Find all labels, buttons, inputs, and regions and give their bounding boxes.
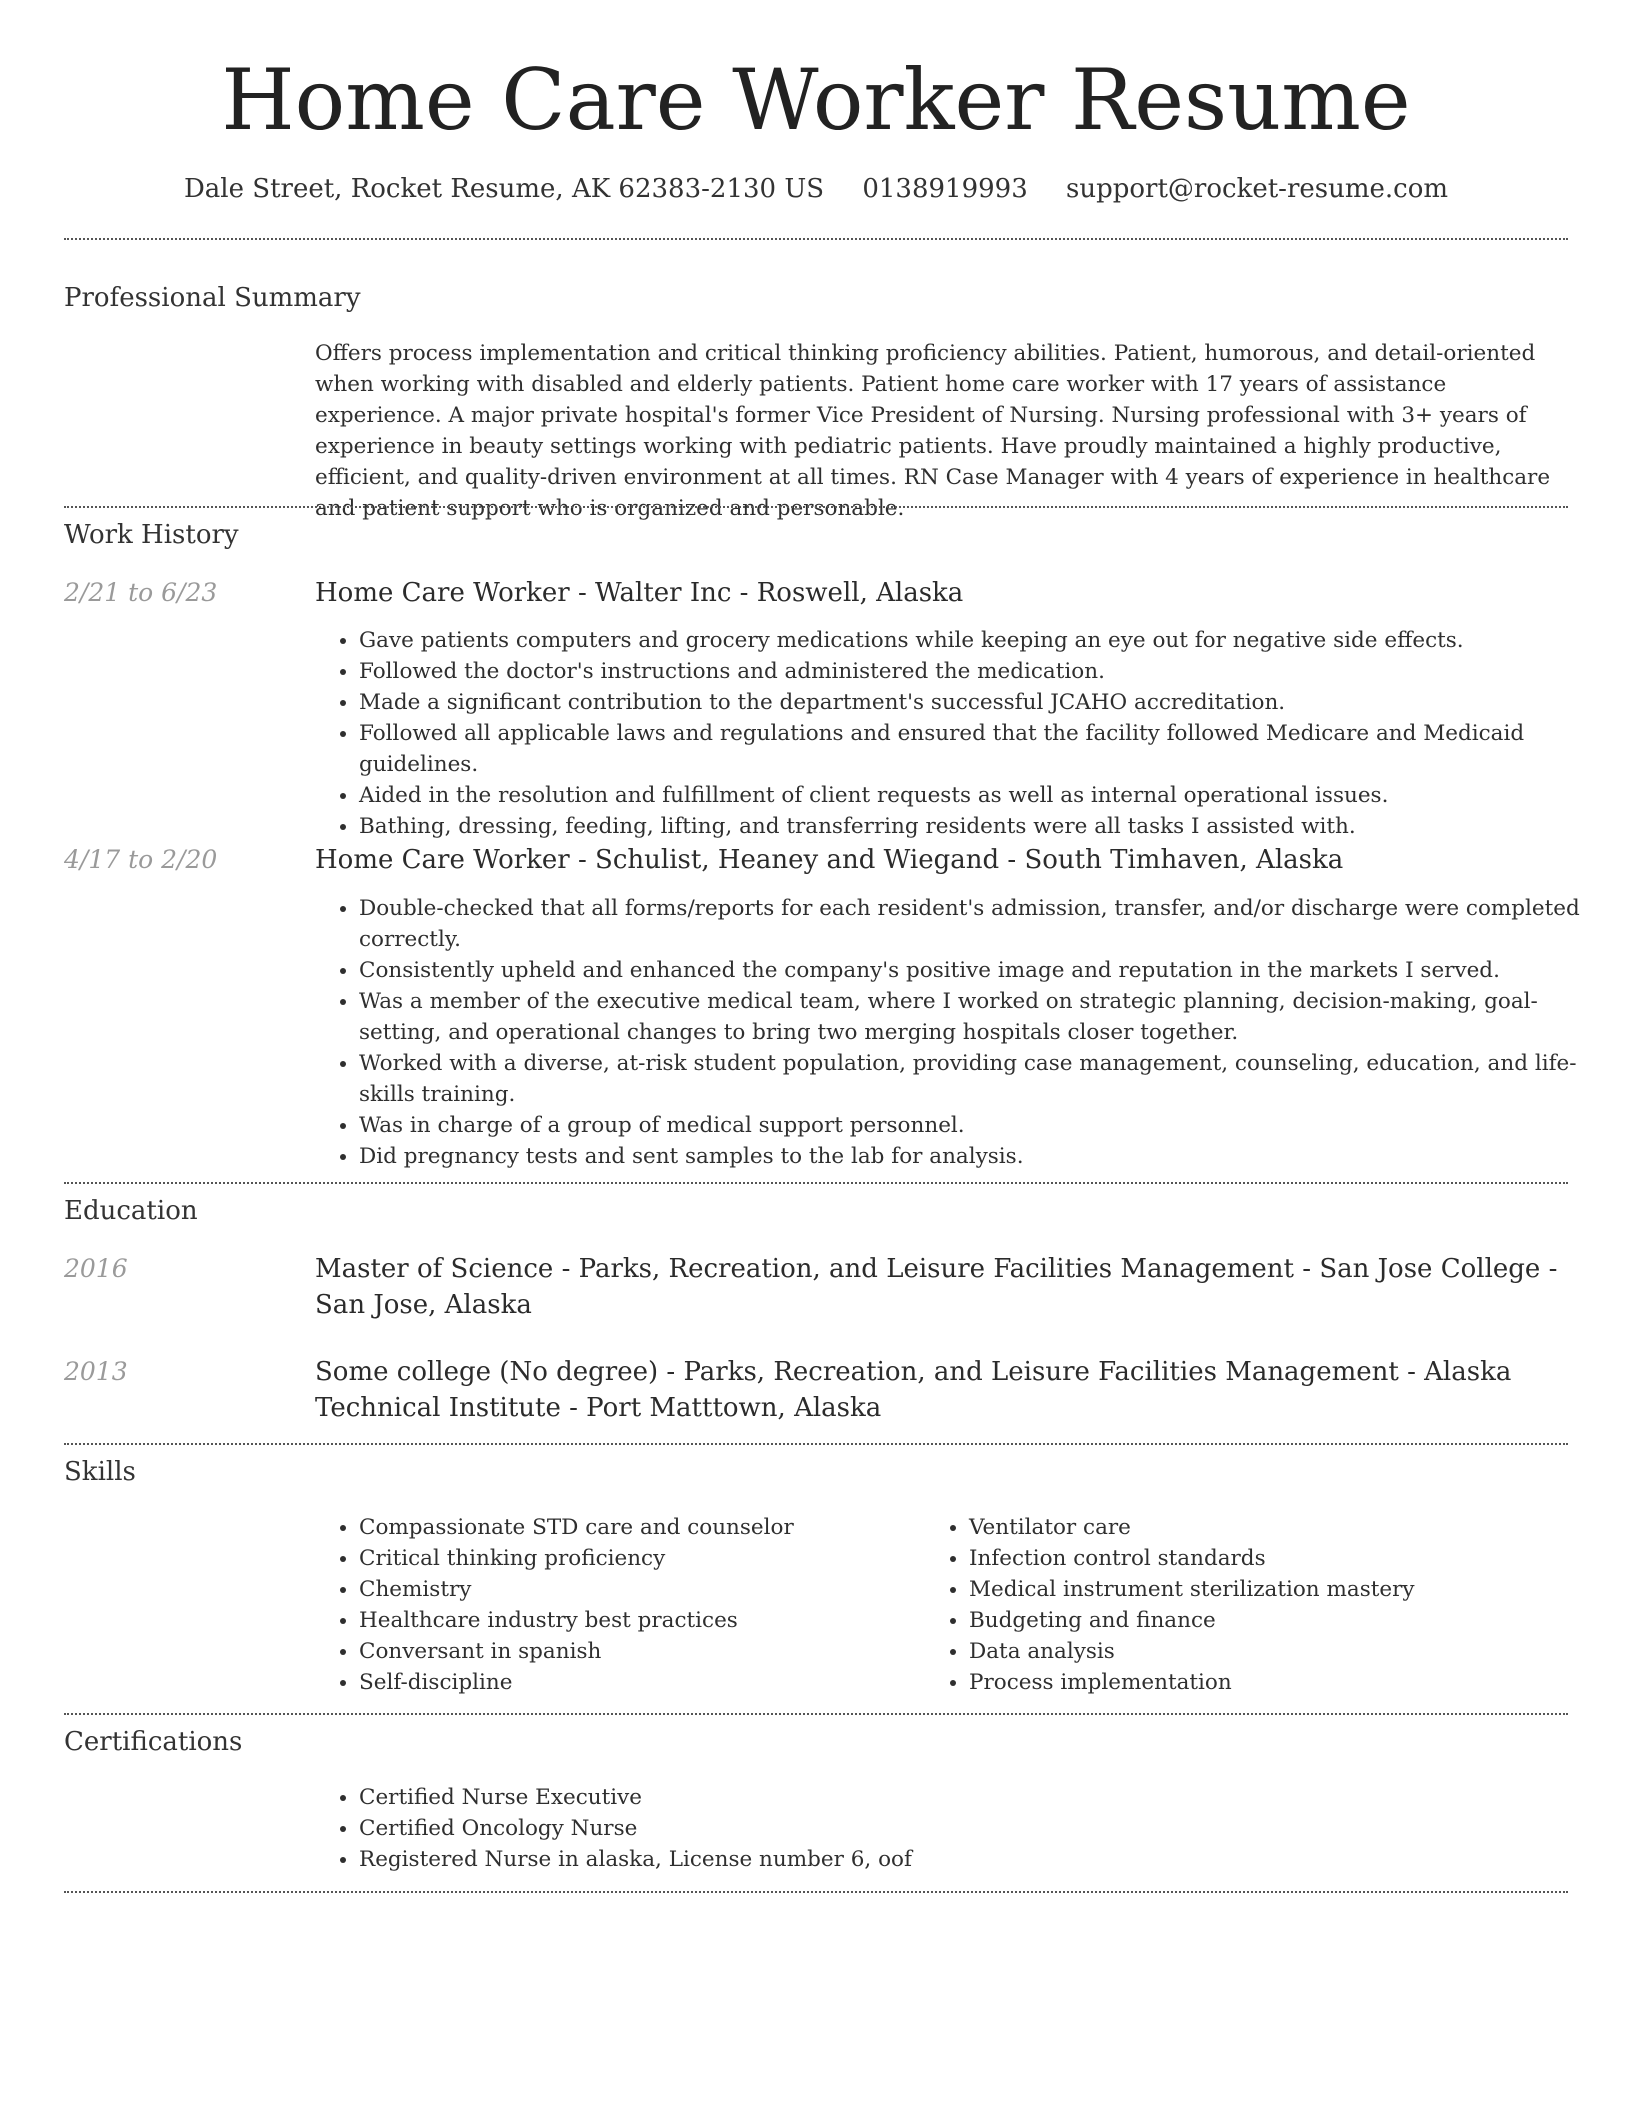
job-title: Home Care Worker - Schulist, Heaney and Wiegand - South Timhaven, Alaska [315, 845, 1344, 875]
list-item: • Gave patients computers and grocery medications while keeping an eye out for negative side effects. [359, 625, 1614, 656]
list-item: • Made a significant contribution to the department's successful JCAHO accreditation. [359, 687, 1614, 718]
skills-list-left [315, 1512, 959, 1698]
job-bullets [315, 893, 1614, 1172]
resume-title: Home Care Worker Resume [221, 51, 1411, 149]
phone: 0138919993 [862, 174, 1028, 204]
education-entry [315, 1354, 1570, 1426]
skill-item: • Medical instrument sterilization mastery [969, 1574, 1609, 1605]
skill-item: • Process implementation [969, 1667, 1609, 1698]
job-dates: 4/17 to 2/20 [64, 845, 218, 874]
job-dates: 2/21 to 6/23 [64, 578, 218, 607]
list-item: • Bathing, dressing, feeding, lifting, and transferring residents were all tasks I assisted with. [359, 811, 1614, 842]
list-item: • Was in charge of a group of medical support personnel. [359, 1110, 1614, 1141]
education-entry [315, 1251, 1570, 1323]
list-item: • Aided in the resolution and fulfillment of client requests as well as internal operational issues. [359, 780, 1614, 811]
email: support@rocket-resume.com [1066, 174, 1449, 204]
education-year: 2016 [64, 1254, 128, 1283]
degree: Master of Science - Parks, Recreation, and Leisure Facilities Management [315, 1254, 1294, 1284]
certification-item: • Certified Oncology Nurse [359, 1813, 1614, 1844]
skill-item: • Ventilator care [969, 1512, 1609, 1543]
skill-item: • Infection control standards [969, 1543, 1609, 1574]
skill-item: • Budgeting and finance [969, 1605, 1609, 1636]
school: - San Jose College - San Jose, Alaska [315, 1254, 1558, 1320]
certification-item: • Registered Nurse in alaska, License number 6, oof [359, 1844, 1614, 1875]
list-item: • Double-checked that all forms/reports for each resident's admission, transfer, and/or discharge were completed correctly. [359, 893, 1614, 955]
education-year: 2013 [64, 1357, 128, 1386]
section-heading-education: Education [64, 1196, 198, 1226]
divider [64, 506, 1568, 508]
divider [64, 1713, 1568, 1715]
list-item: • Worked with a diverse, at-risk student population, providing case management, counseling, education, and life-skills training. [359, 1048, 1614, 1110]
divider [64, 1443, 1568, 1445]
divider [64, 1891, 1568, 1893]
job-bullets [315, 625, 1614, 842]
skills-list-right [925, 1512, 1609, 1698]
skill-item: • Critical thinking proficiency [359, 1543, 959, 1574]
list-item: • Consistently upheld and enhanced the company's positive image and reputation in the markets I served. [359, 955, 1614, 986]
list-item: • Followed the doctor's instructions and administered the medication. [359, 656, 1614, 687]
skill-item: • Healthcare industry best practices [359, 1605, 959, 1636]
school: - Alaska Technical Institute - Port Matttown, Alaska [315, 1357, 1512, 1423]
contact-line [0, 172, 1632, 206]
list-item: • Did pregnancy tests and sent samples to the lab for analysis. [359, 1141, 1614, 1172]
summary-text: Offers process implementation and critical thinking proficiency abilities. Patient, humorous, and detail-oriented when working with disabled and elderly patients. Patient home care worker with 17 years of assistance experience. A major private hospital's former Vice President of Nursing. Nursing professional with 3+ years of experience in beauty settings working with pediatric patients. Have proudly maintained a highly productive, efficient, and quality-driven environment at all times. RN Case Manager with 4 years of experience in healthcare and patient support who is organized and personable. [315, 341, 1551, 521]
degree: Some college (No degree) - Parks, Recreation, and Leisure Facilities Management [315, 1357, 1399, 1387]
skill-item: • Chemistry [359, 1574, 959, 1605]
certifications-list [315, 1782, 1614, 1875]
divider [64, 238, 1568, 240]
list-item: • Was a member of the executive medical team, where I worked on strategic planning, decision-making, goal-setting, and operational changes to bring two merging hospitals closer together. [359, 986, 1614, 1048]
job-title: Home Care Worker - Walter Inc - Roswell, Alaska [315, 578, 964, 608]
section-heading-work: Work History [64, 520, 239, 550]
skill-item: • Compassionate STD care and counselor [359, 1512, 959, 1543]
skill-item: • Conversant in spanish [359, 1636, 959, 1667]
certification-item: • Certified Nurse Executive [359, 1782, 1614, 1813]
address: Dale Street, Rocket Resume, AK 62383-2130 US [183, 174, 825, 204]
skill-item: • Data analysis [969, 1636, 1609, 1667]
section-heading-certifications: Certifications [64, 1727, 243, 1757]
skill-item: • Self-discipline [359, 1667, 959, 1698]
list-item: • Followed all applicable laws and regulations and ensured that the facility followed Medicare and Medicaid guidelines. [359, 718, 1614, 780]
divider [64, 1182, 1568, 1184]
section-heading-summary: Professional Summary [64, 283, 361, 313]
section-heading-skills: Skills [64, 1457, 136, 1487]
